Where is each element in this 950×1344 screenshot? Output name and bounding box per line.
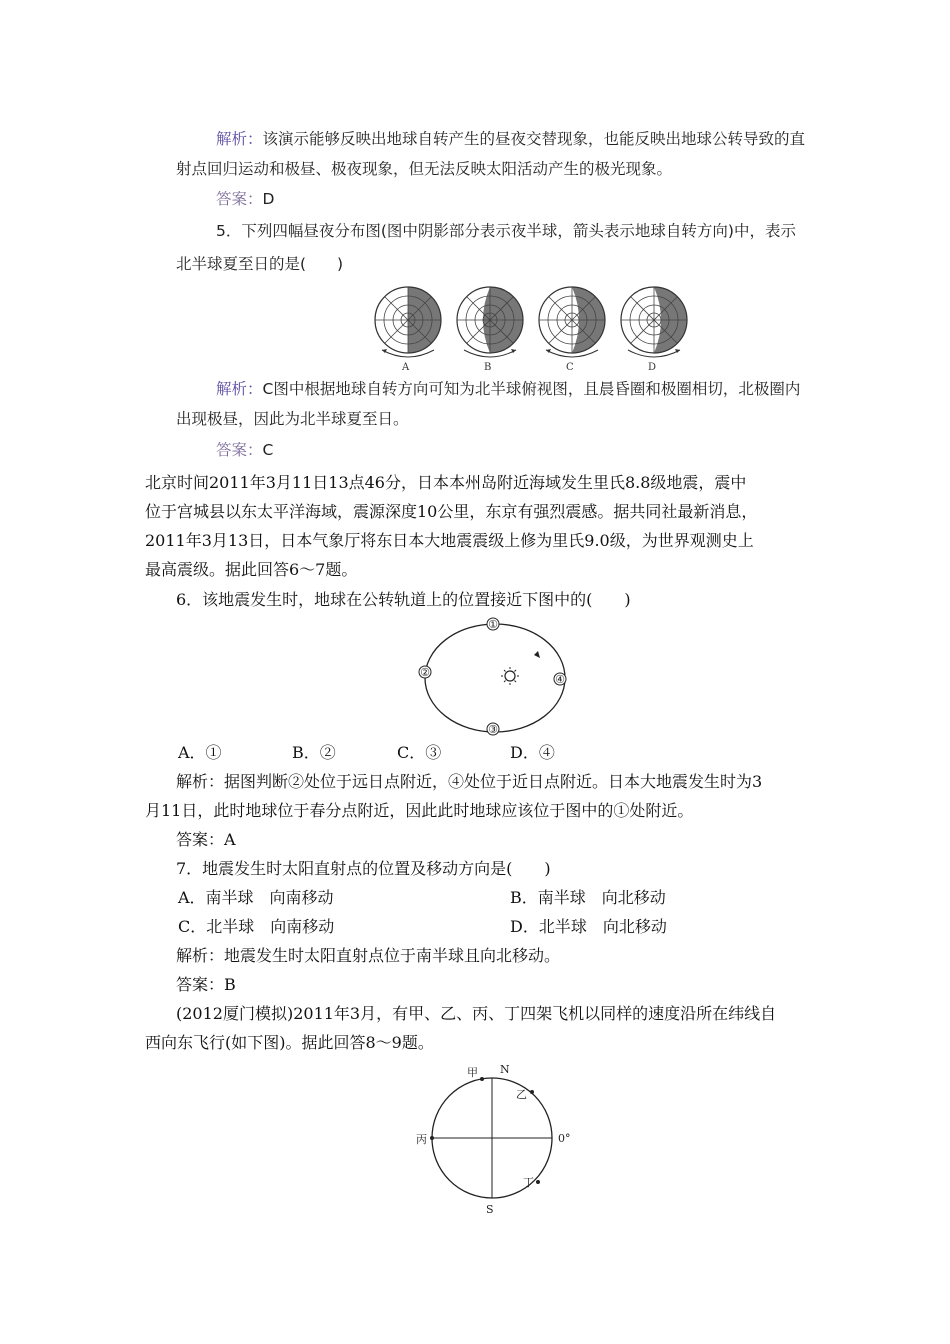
q7-option-d: D．北半球 向北移动 <box>510 917 667 936</box>
orbit-label-1: ① <box>488 618 498 631</box>
plane-bing-label: 丙 <box>416 1133 427 1146</box>
orbit-ellipse <box>425 624 565 732</box>
globe-a <box>375 285 443 357</box>
q7-stem: 7．地震发生时太阳直射点的位置及移动方向是( ) <box>176 859 551 878</box>
passage-line-4: 最高震级。据此回答6～7题。 <box>145 560 358 579</box>
plane-bing-dot <box>430 1136 434 1140</box>
plane-jia-dot <box>480 1077 484 1081</box>
plane-ding-label: 丁 <box>523 1176 534 1189</box>
q4-analysis-line-2: 射点回归运动和极昼、极夜现象，但无法反映太阳活动产生的极光现象。 <box>176 160 673 178</box>
orbit-label-2: ② <box>420 666 430 679</box>
q7-option-a: A．南半球 向南移动 <box>178 888 334 907</box>
q6-answer: 答案：A <box>176 830 236 849</box>
q6-analysis-line-2: 月11日，此时地球位于春分点附近，因此此时地球应该位于图中的①处附近。 <box>145 801 694 820</box>
plane-yi-dot <box>530 1090 534 1094</box>
q7-option-b: B．南半球 向北移动 <box>510 888 666 907</box>
passage-line-3: 2011年3月13日，日本气象厅将东日本大地震震级上修为里氏9.0级，为世界观测史上 <box>145 531 754 550</box>
q7-analysis: 解析：地震发生时太阳直射点位于南半球且向北移动。 <box>176 946 561 965</box>
globe-b <box>457 287 528 357</box>
passage-line-1: 北京时间2011年3月11日13点46分，日本本州岛附近海域发生里氏8.8级地震，震中 <box>145 473 747 492</box>
q5-answer: 答案：C <box>216 441 274 459</box>
globe-label-a: A <box>402 362 410 373</box>
q6-option-d: D．④ <box>510 743 555 762</box>
q6-option-a: A．① <box>178 743 222 762</box>
q7-answer: 答案：B <box>176 975 236 994</box>
passage2-line-2: 西向东飞行(如下图)。据此回答8～9题。 <box>145 1033 434 1052</box>
plane-ding-dot <box>536 1180 540 1184</box>
plane-position-figure <box>410 1058 590 1218</box>
q5-stem-line-1: 5．下列四幅昼夜分布图(图中阴影部分表示夜半球，箭头表示地球自转方向)中，表示 <box>216 222 796 240</box>
plane-jia-label: 甲 <box>467 1066 478 1079</box>
q6-stem: 6．该地震发生时，地球在公转轨道上的位置接近下图中的( ) <box>176 590 631 609</box>
q4-answer: 答案：D <box>216 190 275 208</box>
q7-option-c: C．北半球 向南移动 <box>178 917 335 936</box>
q5-stem-line-2: 北半球夏至日的是( ) <box>176 255 344 273</box>
globe-d <box>621 287 692 357</box>
q5-analysis-label: 解析： <box>216 380 263 398</box>
orbit-label-4: ④ <box>555 673 565 686</box>
globe-label-d: D <box>648 362 657 373</box>
q6-option-c: C．③ <box>397 743 442 762</box>
q6-option-b: B．② <box>292 743 336 762</box>
globe-label-c: C <box>566 362 574 373</box>
q4-analysis-line-1: 解析：该演示能够反映出地球自转产生的昼夜交替现象，也能反映出地球公转导致的直 <box>216 130 806 148</box>
globe-label-b: B <box>484 362 492 373</box>
q6-analysis-line-1: 解析：据图判断②处位于远日点附近，④处位于近日点附近。日本大地震发生时为3 <box>176 772 763 791</box>
globe-c <box>539 287 610 357</box>
orbit-figure <box>410 616 580 740</box>
plane-yi-label: 乙 <box>516 1088 527 1101</box>
north-label: N <box>500 1063 510 1076</box>
passage-line-2: 位于宫城县以东太平洋海域，震源深度10公里，东京有强烈震感。据共同社最新消息， <box>145 502 758 521</box>
q5-analysis-line-1: 解析：C图中根据地球自转方向可知为北半球俯视图，且晨昏圈和极圈相切，北极圈内 <box>216 380 801 398</box>
orbit-direction-arrow <box>534 651 540 658</box>
passage2-line-1: (2012厦门模拟)2011年3月，有甲、乙、丙、丁四架飞机以同样的速度沿所在纬线自 <box>176 1004 777 1023</box>
south-label: S <box>486 1203 494 1216</box>
q5-analysis-line-2: 出现极昼，因此为北半球夏至日。 <box>176 410 409 428</box>
q4-analysis-label: 解析： <box>216 130 263 148</box>
orbit-label-3: ③ <box>488 723 498 736</box>
sun-icon <box>501 667 519 685</box>
meridian-label: 0° <box>558 1132 571 1145</box>
q5-globe-figure <box>368 280 698 376</box>
